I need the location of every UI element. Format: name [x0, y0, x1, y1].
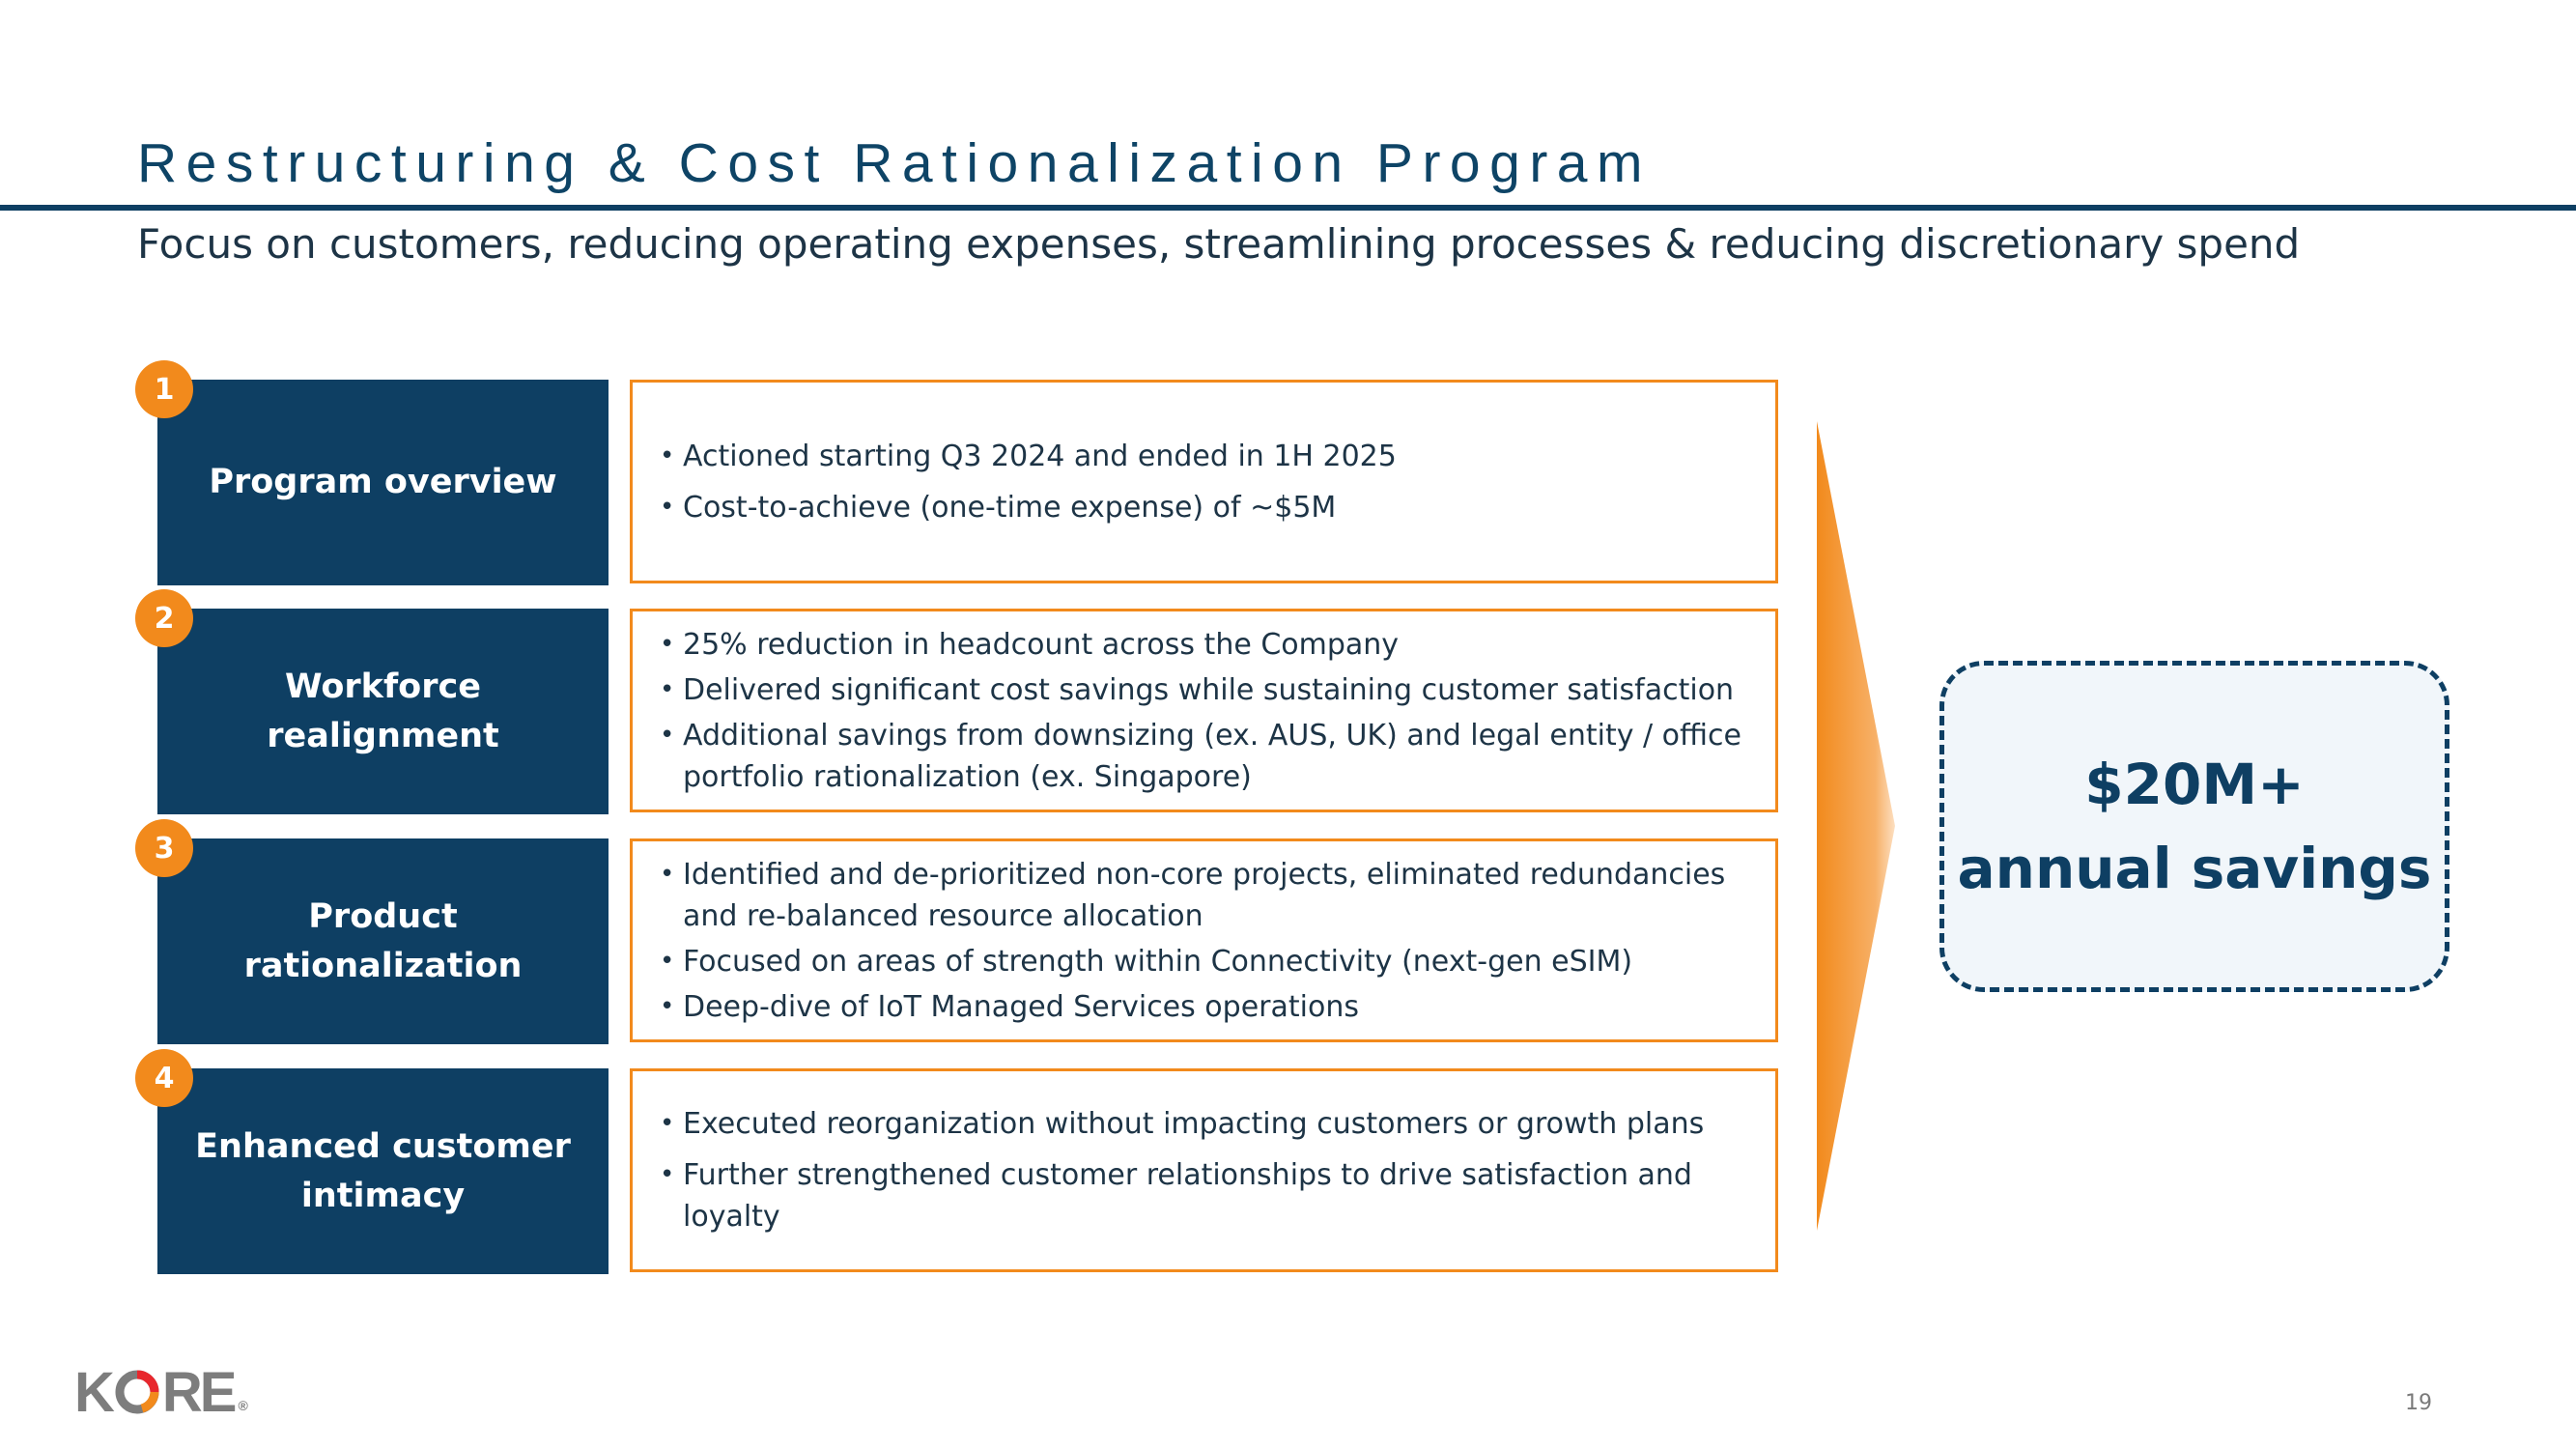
pillar-1-label: Program overview — [209, 463, 557, 502]
pillar-1-label-box — [157, 380, 609, 585]
pillar-4-bullet: • Further strengthened customer relationships to drive satisfaction and loyalty — [660, 1154, 1746, 1237]
pillar-3-details — [630, 838, 1778, 1042]
logo-letters-re: RE — [161, 1360, 235, 1424]
logo-trademark: ® — [238, 1398, 248, 1413]
savings-callout — [1939, 661, 2449, 992]
kore-logo — [74, 1360, 248, 1424]
slide-subtitle: Focus on customers, reducing operating expenses, streamlining processes & reducing discretionary spend — [137, 220, 2301, 268]
pillar-2-bullet: • Additional savings from downsizing (ex. AUS, UK) and legal entity / office portfolio rationalization (ex. Singapore) — [660, 715, 1746, 798]
pillar-3-bullet: • Deep-dive of IoT Managed Services operations — [660, 986, 1746, 1028]
pillar-1-bullet: • Actioned starting Q3 2024 and ended in 1H 2025 — [660, 436, 1746, 477]
pillar-2-bullet: • Delivered significant cost savings while sustaining customer satisfaction — [660, 669, 1746, 711]
pillar-4-number-badge: 4 — [135, 1049, 193, 1107]
pillar-1-number-badge: 1 — [135, 360, 193, 418]
pillar-3-label: Product rationalization — [243, 896, 523, 985]
pillar-3-bullet: • Focused on areas of strength within Connectivity (next-gen eSIM) — [660, 941, 1746, 982]
logo-ring-icon — [113, 1368, 161, 1416]
pillar-3-number-badge: 3 — [135, 819, 193, 877]
pillar-4-bullet: • Executed reorganization without impacting customers or growth plans — [660, 1103, 1746, 1145]
pillar-1-bullet: • Cost-to-achieve (one-time expense) of ~$5M — [660, 487, 1746, 528]
pillar-1-details — [630, 380, 1778, 583]
logo-letter-k: K — [74, 1360, 112, 1424]
savings-caption: annual savings — [1957, 835, 2432, 901]
pillar-2-number-badge: 2 — [135, 589, 193, 647]
title-divider — [0, 205, 2576, 211]
pillar-2-details — [630, 609, 1778, 812]
pillar-4-label: Enhanced customer intimacy — [195, 1126, 571, 1215]
pillar-2-label-box — [157, 609, 609, 814]
pillar-2-bullet: • 25% reduction in headcount across the Company — [660, 624, 1746, 666]
slide-title: Restructuring & Cost Rationalization Program — [137, 132, 1652, 194]
pillar-3-label-box — [157, 838, 609, 1044]
pillar-4-label-box — [157, 1068, 609, 1274]
chevron-arrow-icon — [1814, 415, 1901, 1236]
savings-amount: $20M+ — [2084, 751, 2305, 817]
pillar-2-label: Workforce realignment — [267, 667, 499, 755]
pillar-4-details — [630, 1068, 1778, 1272]
pillar-3-bullet: • Identified and de-prioritized non-core projects, eliminated redundancies and re-balanced resource allocation — [660, 854, 1746, 937]
page-number: 19 — [2405, 1391, 2432, 1415]
